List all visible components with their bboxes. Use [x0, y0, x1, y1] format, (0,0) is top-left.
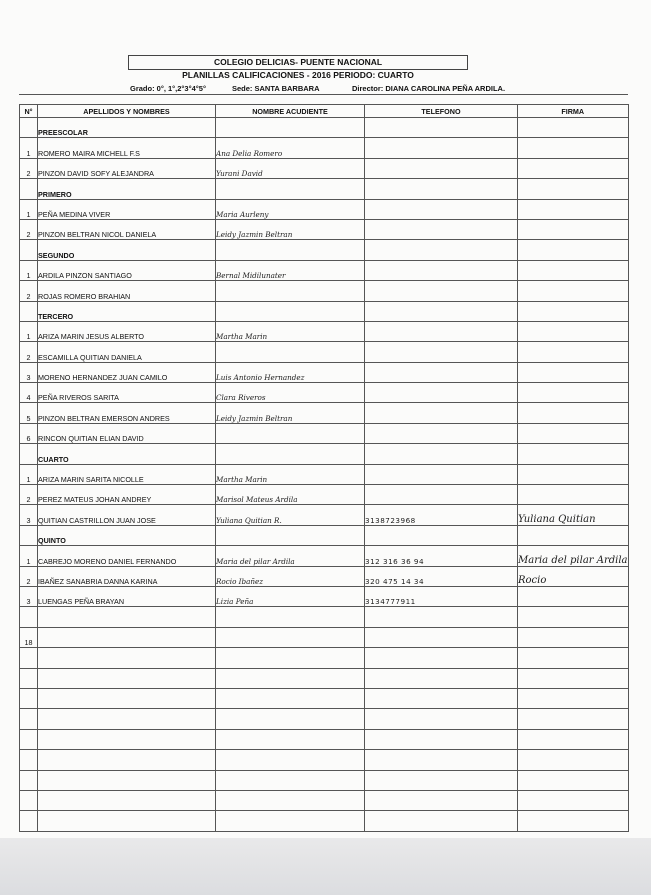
section-row: [20, 444, 629, 464]
guardian-name: Marisol Mateus Ardila: [216, 485, 365, 505]
student-name: [38, 607, 216, 627]
signature: [518, 790, 629, 810]
student-name: [38, 688, 216, 708]
student-name: PINZON BELTRAN NICOL DANIELA: [38, 219, 216, 239]
phone-number: [365, 423, 518, 443]
firma-cell: [518, 240, 629, 260]
student-name: PINZON BELTRAN EMERSON ANDRES: [38, 403, 216, 423]
student-name: ROMERO MAIRA MICHELL F.S: [38, 138, 216, 158]
phone-number: [365, 281, 518, 301]
col-acudiente-header: NOMBRE ACUDIENTE: [216, 105, 365, 118]
row-number: [20, 790, 38, 810]
header-rule: [19, 94, 628, 95]
phone-number: [365, 138, 518, 158]
signature: [518, 158, 629, 178]
row-number: [20, 729, 38, 749]
telefono-cell: [365, 179, 518, 199]
student-name: MORENO HERNANDEZ JUAN CAMILO: [38, 362, 216, 382]
section-row: [20, 301, 629, 321]
signature: [518, 362, 629, 382]
guardian-name: Clara Riveros: [216, 383, 365, 403]
phone-number: 312 316 36 94: [365, 546, 518, 566]
signature: [518, 709, 629, 729]
section-label: SEGUNDO: [38, 240, 216, 260]
row-number: 5: [20, 403, 38, 423]
guardian-name: [216, 790, 365, 810]
firma-cell: [518, 301, 629, 321]
phone-number: [365, 362, 518, 382]
table-row: [20, 281, 629, 301]
phone-number: [365, 383, 518, 403]
row-number: 3: [20, 505, 38, 525]
acudiente-cell: [216, 240, 365, 260]
table-body: [20, 118, 629, 832]
row-number: [20, 770, 38, 790]
row-number: [20, 668, 38, 688]
signature: [518, 260, 629, 280]
guardian-name: [216, 423, 365, 443]
guardian-name: [216, 770, 365, 790]
student-name: QUITIAN CASTRILLON JUAN JOSE: [38, 505, 216, 525]
col-telefono-header: TELEFONO: [365, 105, 518, 118]
guardian-name: [216, 688, 365, 708]
table-row: [20, 403, 629, 423]
row-number: 2: [20, 158, 38, 178]
row-number: [20, 811, 38, 831]
guardian-name: [216, 648, 365, 668]
student-name: [38, 648, 216, 668]
acudiente-cell: [216, 444, 365, 464]
table-row: [20, 464, 629, 484]
row-number: [20, 607, 38, 627]
row-number: [20, 750, 38, 770]
phone-number: [365, 648, 518, 668]
row-number: [20, 525, 38, 545]
guardian-name: [216, 627, 365, 647]
guardian-name: Maria Aurleny: [216, 199, 365, 219]
guardian-name: [216, 668, 365, 688]
student-name: ARDILA PINZON SANTIAGO: [38, 260, 216, 280]
table-row: [20, 668, 629, 688]
phone-number: [365, 342, 518, 362]
col-num-header: N°: [20, 105, 38, 118]
phone-number: [365, 485, 518, 505]
section-label: PREESCOLAR: [38, 118, 216, 138]
phone-number: [365, 750, 518, 770]
sede-label: Sede: SANTA BARBARA: [232, 84, 320, 93]
table-row: [20, 627, 629, 647]
firma-cell: [518, 179, 629, 199]
table-row: [20, 423, 629, 443]
phone-number: [365, 709, 518, 729]
table-row: [20, 709, 629, 729]
firma-cell: [518, 444, 629, 464]
section-row: [20, 525, 629, 545]
phone-number: [365, 729, 518, 749]
student-name: [38, 668, 216, 688]
row-number: [20, 444, 38, 464]
guardian-name: Maria del pilar Ardila: [216, 546, 365, 566]
student-name: PEÑA MEDINA VIVER: [38, 199, 216, 219]
phone-number: [365, 790, 518, 810]
student-name: ARIZA MARIN JESUS ALBERTO: [38, 321, 216, 341]
signature: [518, 586, 629, 606]
table-row: [20, 505, 629, 525]
table-row: [20, 342, 629, 362]
phone-number: [365, 219, 518, 239]
phone-number: [365, 403, 518, 423]
signature: [518, 199, 629, 219]
student-name: PEÑA RIVEROS SARITA: [38, 383, 216, 403]
table-row: [20, 138, 629, 158]
row-number: 1: [20, 464, 38, 484]
section-row: [20, 179, 629, 199]
school-title: COLEGIO DELICIAS- PUENTE NACIONAL: [128, 55, 468, 70]
acudiente-cell: [216, 118, 365, 138]
row-number: [20, 648, 38, 668]
signature: [518, 811, 629, 831]
phone-number: [365, 321, 518, 341]
row-number: 3: [20, 362, 38, 382]
acudiente-cell: [216, 301, 365, 321]
student-name: ROJAS ROMERO BRAHIAN: [38, 281, 216, 301]
acudiente-cell: [216, 525, 365, 545]
table-row: [20, 546, 629, 566]
firma-cell: [518, 525, 629, 545]
table-row: [20, 199, 629, 219]
phone-number: [365, 464, 518, 484]
phone-number: 320 475 14 34: [365, 566, 518, 586]
row-number: [20, 301, 38, 321]
student-name: ARIZA MARIN SARITA NICOLLE: [38, 464, 216, 484]
table-row: [20, 362, 629, 382]
firma-cell: [518, 118, 629, 138]
student-name: [38, 709, 216, 729]
guardian-name: [216, 750, 365, 770]
signature: [518, 750, 629, 770]
phone-number: [365, 770, 518, 790]
table-row: [20, 321, 629, 341]
row-number: 1: [20, 138, 38, 158]
guardian-name: Leidy Jazmin Beltran: [216, 403, 365, 423]
row-number: 2: [20, 485, 38, 505]
table-row: [20, 219, 629, 239]
guardian-name: Yuliana Quitian R.: [216, 505, 365, 525]
row-number: 1: [20, 260, 38, 280]
phone-number: [365, 811, 518, 831]
table-row: [20, 566, 629, 586]
row-number: 2: [20, 281, 38, 301]
signature: [518, 403, 629, 423]
signature: [518, 627, 629, 647]
guardian-name: Luis Antonio Hernandez: [216, 362, 365, 382]
student-name: [38, 627, 216, 647]
table-header-row: [20, 105, 629, 118]
student-name: PINZON DAVID SOFY ALEJANDRA: [38, 158, 216, 178]
row-number: 18: [20, 627, 38, 647]
row-number: 1: [20, 546, 38, 566]
student-name: IBAÑEZ SANABRIA DANNA KARINA: [38, 566, 216, 586]
row-number: 6: [20, 423, 38, 443]
table-row: [20, 750, 629, 770]
signature: [518, 729, 629, 749]
guardian-name: [216, 709, 365, 729]
telefono-cell: [365, 525, 518, 545]
row-number: 1: [20, 199, 38, 219]
row-number: [20, 709, 38, 729]
student-name: [38, 729, 216, 749]
section-label: TERCERO: [38, 301, 216, 321]
director-label: Director: DIANA CAROLINA PEÑA ARDILA.: [352, 84, 506, 93]
guardian-name: Rocio Ibañez: [216, 566, 365, 586]
signature: Maria del pilar Ardila: [518, 546, 629, 566]
guardian-name: Bernal Midilunater: [216, 260, 365, 280]
signature: [518, 485, 629, 505]
row-number: [20, 240, 38, 260]
document-subtitle: PLANILLAS CALIFICACIONES - 2016 PERIODO: CUARTO: [182, 70, 414, 80]
grado-label: Grado: 0°, 1°,2°3°4°5°: [130, 84, 206, 93]
guardian-name: [216, 811, 365, 831]
col-apellidos-header: APELLIDOS Y NOMBRES: [38, 105, 216, 118]
phone-number: 3134777911: [365, 586, 518, 606]
scan-margin: [0, 838, 651, 895]
row-number: 2: [20, 566, 38, 586]
table-row: [20, 790, 629, 810]
signature: [518, 219, 629, 239]
section-label: PRIMERO: [38, 179, 216, 199]
student-name: [38, 811, 216, 831]
row-number: 2: [20, 342, 38, 362]
phone-number: [365, 688, 518, 708]
acudiente-cell: [216, 179, 365, 199]
section-row: [20, 240, 629, 260]
phone-number: 3138723968: [365, 505, 518, 525]
telefono-cell: [365, 301, 518, 321]
row-number: [20, 118, 38, 138]
signature: [518, 688, 629, 708]
guardian-name: Leidy Jazmin Beltran: [216, 219, 365, 239]
guardian-name: Martha Marin: [216, 464, 365, 484]
student-name: [38, 790, 216, 810]
guardian-name: [216, 342, 365, 362]
signature: [518, 648, 629, 668]
signature: [518, 321, 629, 341]
student-name: [38, 750, 216, 770]
guardian-name: Yurani David: [216, 158, 365, 178]
signature: [518, 138, 629, 158]
signature: Rocio: [518, 566, 629, 586]
table-row: [20, 158, 629, 178]
phone-number: [365, 158, 518, 178]
telefono-cell: [365, 444, 518, 464]
col-firma-header: FIRMA: [518, 105, 629, 118]
signature: [518, 423, 629, 443]
row-number: 2: [20, 219, 38, 239]
row-number: 4: [20, 383, 38, 403]
signature: Yuliana Quitian: [518, 505, 629, 525]
student-name: ESCAMILLA QUITIAN DANIELA: [38, 342, 216, 362]
student-name: CABREJO MORENO DANIEL FERNANDO: [38, 546, 216, 566]
guardian-name: [216, 729, 365, 749]
signature: [518, 464, 629, 484]
student-name: RINCON QUITIAN ELIAN DAVID: [38, 423, 216, 443]
signature: [518, 342, 629, 362]
phone-number: [365, 199, 518, 219]
guardian-name: Lizia Peña: [216, 586, 365, 606]
guardian-name: [216, 281, 365, 301]
table-row: [20, 485, 629, 505]
table-row: [20, 770, 629, 790]
row-number: [20, 179, 38, 199]
guardian-name: Martha Marin: [216, 321, 365, 341]
table-row: [20, 260, 629, 280]
guardian-name: Ana Delia Romero: [216, 138, 365, 158]
row-number: [20, 688, 38, 708]
row-number: 1: [20, 321, 38, 341]
table-row: [20, 586, 629, 606]
table-row: [20, 688, 629, 708]
guardian-name: [216, 607, 365, 627]
telefono-cell: [365, 118, 518, 138]
signature: [518, 607, 629, 627]
grades-table: [19, 104, 629, 832]
table-row: [20, 607, 629, 627]
table-row: [20, 648, 629, 668]
row-number: 3: [20, 586, 38, 606]
phone-number: [365, 260, 518, 280]
table-row: [20, 811, 629, 831]
student-name: LUENGAS PEÑA BRAYAN: [38, 586, 216, 606]
phone-number: [365, 607, 518, 627]
section-label: QUINTO: [38, 525, 216, 545]
phone-number: [365, 627, 518, 647]
signature: [518, 281, 629, 301]
telefono-cell: [365, 240, 518, 260]
student-name: [38, 770, 216, 790]
signature: [518, 383, 629, 403]
phone-number: [365, 668, 518, 688]
section-label: CUARTO: [38, 444, 216, 464]
signature: [518, 668, 629, 688]
student-name: PEREZ MATEUS JOHAN ANDREY: [38, 485, 216, 505]
table-row: [20, 729, 629, 749]
signature: [518, 770, 629, 790]
table-row: [20, 383, 629, 403]
section-row: [20, 118, 629, 138]
